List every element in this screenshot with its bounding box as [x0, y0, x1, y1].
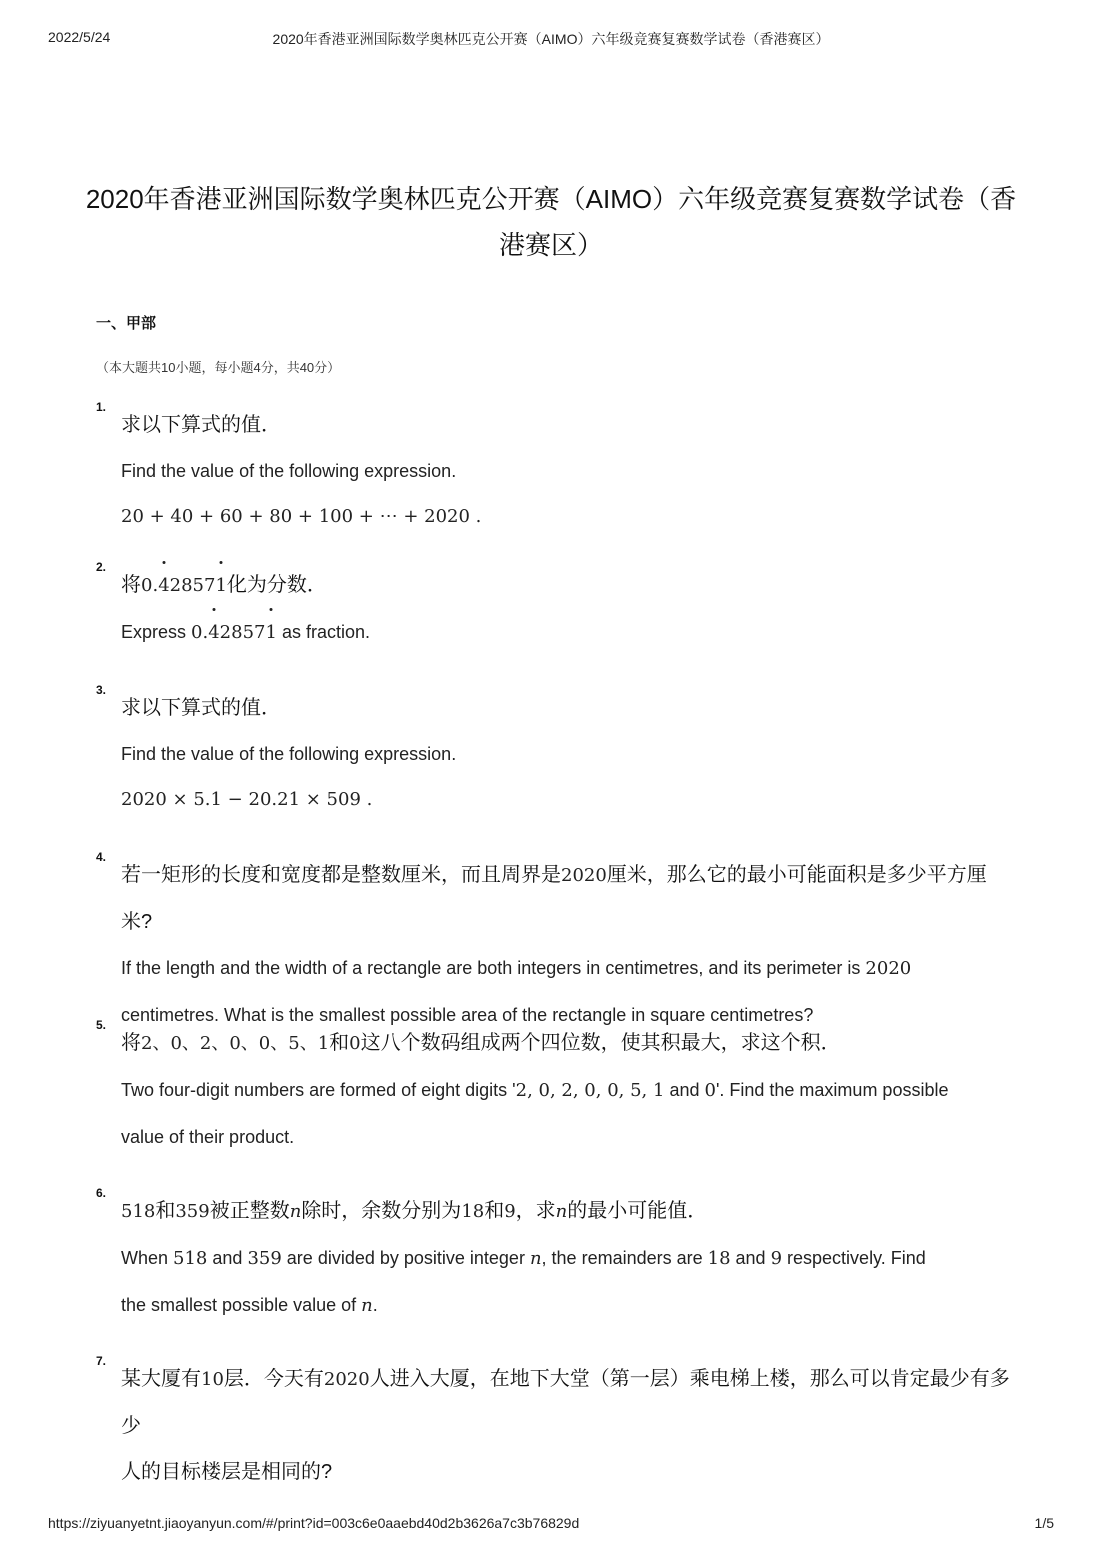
math-variable: n — [289, 1201, 302, 1222]
text-segment: '. Find the maximum possible — [715, 1080, 949, 1100]
math-number: 518 — [121, 1201, 156, 1222]
question-number: 7. — [96, 1354, 107, 1368]
repeating-decimal — [191, 622, 277, 643]
question-en: Find the value of the following expression. — [121, 461, 457, 481]
question-1 — [96, 402, 1016, 540]
question-math: 2020 × 5.1 − 20.21 × 509 . — [121, 789, 373, 810]
question-zh — [121, 562, 1016, 609]
math-variable: n — [529, 1248, 542, 1269]
text-segment: ，求 — [515, 1200, 556, 1222]
print-date: 2022/5/24 — [48, 29, 111, 45]
text-segment: as fraction. — [276, 622, 370, 642]
text-segment: Two four-digit numbers are formed of eight digits ' — [121, 1080, 516, 1100]
text-segment: 若一矩形的长度和宽度都是整数厘米，而且周界是 — [121, 864, 561, 886]
text-segment: the smallest possible value of — [121, 1295, 362, 1315]
text-segment: 化为分数． — [226, 574, 327, 596]
repeat-dot-digit: 4 — [208, 610, 219, 656]
math-number: 10 — [201, 1369, 224, 1390]
question-zh — [121, 1356, 1016, 1449]
question-zh — [121, 1020, 1016, 1067]
question-en-line2: centimetres. What is the smallest possible area of the rectangle in square centimetres? — [121, 1005, 814, 1025]
text-segment: Express — [121, 622, 192, 642]
question-number: 1. — [96, 400, 107, 414]
repeat-dot-digit: 1 — [215, 563, 226, 609]
text-segment: 人进入大厦，在地下大堂（第一层）乘电梯上楼，那么可以肯定最少有多少 — [121, 1368, 1010, 1437]
repeat-dot-digit: 1 — [265, 610, 276, 656]
math-number: 9 — [504, 1201, 516, 1222]
question-math: 20 + 40 + 60 + 80 + 100 + ⋯ + 2020 . — [121, 506, 482, 527]
math-number: 0 — [349, 1033, 361, 1054]
decimal-mid: 2857 — [169, 575, 216, 596]
math-digits: 2、0、2、0、0、5、1 — [141, 1033, 330, 1054]
question-en — [121, 609, 1016, 656]
repeat-dot-digit: 4 — [158, 563, 169, 609]
question-en-line2: value of their product. — [121, 1127, 295, 1147]
text-segment: 某大厦有 — [121, 1368, 201, 1390]
decimal-mid: 2857 — [219, 622, 266, 643]
question-number: 5. — [96, 1018, 107, 1032]
math-number: 2020 — [865, 958, 912, 979]
section-note: （本大题共10小题，每小题4分，共40分） — [96, 360, 341, 375]
text-segment: are divided by positive integer — [281, 1248, 530, 1268]
text-segment: and — [207, 1248, 248, 1268]
question-number: 3. — [96, 683, 107, 697]
math-number: 359 — [247, 1248, 282, 1269]
question-4 — [96, 852, 1016, 1038]
text-segment: 层．今天有 — [223, 1368, 324, 1390]
question-7 — [96, 1356, 1016, 1495]
text-segment: 将 — [121, 574, 141, 596]
text-segment: 和 — [484, 1200, 505, 1222]
math-number: 0 — [704, 1080, 716, 1101]
question-number: 2. — [96, 560, 107, 574]
math-number: 18 — [707, 1248, 731, 1269]
decimal-lead: 0. — [141, 575, 159, 596]
question-zh: 求以下算式的值． — [121, 414, 281, 436]
text-segment: . — [372, 1295, 378, 1315]
math-number: 18 — [461, 1201, 485, 1222]
text-segment: 和 — [329, 1032, 350, 1054]
question-zh-line2: 人的目标楼层是相同的? — [121, 1461, 333, 1483]
print-url: https://ziyuanyetnt.jiaoyanyun.com/#/print?id=003c6e0aaebd40d2b3626a7c3b76829d — [48, 1515, 580, 1531]
question-6 — [96, 1188, 1016, 1329]
section-heading: 一、甲部 — [96, 315, 157, 332]
text-segment: If the length and the width of a rectangle are both integers in centimetres, and its perimeter is — [121, 958, 866, 978]
text-segment: respectively. Find — [782, 1248, 926, 1268]
math-variable: n — [361, 1295, 373, 1316]
question-zh: 求以下算式的值． — [121, 697, 281, 719]
repeating-decimal — [141, 575, 227, 596]
question-3 — [96, 685, 1016, 823]
page-number: 1/5 — [1034, 1515, 1054, 1531]
math-number: 2020 — [561, 865, 607, 886]
math-number: 359 — [175, 1201, 210, 1222]
question-en — [121, 945, 1016, 992]
question-number: 6. — [96, 1186, 107, 1200]
text-segment: , the remainders are — [541, 1248, 708, 1268]
print-header-title: 2020年香港亚洲国际数学奥林匹克公开赛（AIMO）六年级竞赛复赛数学试卷（香港赛区） — [272, 31, 830, 47]
math-number: 2020 — [323, 1369, 370, 1390]
text-segment: 这八个数码组成两个四位数，使其积最大，求这个积． — [360, 1032, 841, 1054]
question-en — [121, 1235, 1016, 1282]
question-en: Find the value of the following expression. — [121, 744, 457, 764]
text-segment: When — [121, 1248, 174, 1268]
text-segment: and — [664, 1080, 705, 1100]
text-segment: 的最小可能值． — [567, 1200, 708, 1222]
question-5 — [96, 1020, 1016, 1160]
question-en — [121, 1067, 1016, 1114]
text-segment: and — [730, 1248, 771, 1268]
question-zh — [121, 852, 1016, 945]
question-number: 4. — [96, 850, 107, 864]
text-segment: 被正整数 — [209, 1200, 290, 1222]
text-segment: 厘米，那么它的最小可能面积是多少平方厘米? — [121, 864, 987, 933]
page-title — [80, 176, 1022, 268]
math-number: 9 — [770, 1248, 783, 1269]
decimal-lead: 0. — [191, 622, 209, 643]
question-zh — [121, 1188, 1016, 1235]
math-digits: 2, 0, 2, 0, 0, 5, 1 — [515, 1080, 665, 1101]
text-segment: 将 — [121, 1032, 141, 1054]
question-en-line2 — [121, 1282, 1016, 1329]
math-variable: n — [555, 1201, 568, 1222]
math-number: 518 — [173, 1248, 208, 1269]
page-title-line2: 港赛区） — [498, 230, 603, 260]
text-segment: 和 — [155, 1200, 176, 1222]
text-segment: 除时，余数分别为 — [301, 1200, 462, 1222]
question-2 — [96, 562, 1016, 656]
page-title-line1: 2020年香港亚洲国际数学奥林匹克公开赛（AIMO）六年级竞赛复赛数学试卷（香 — [85, 184, 1017, 214]
